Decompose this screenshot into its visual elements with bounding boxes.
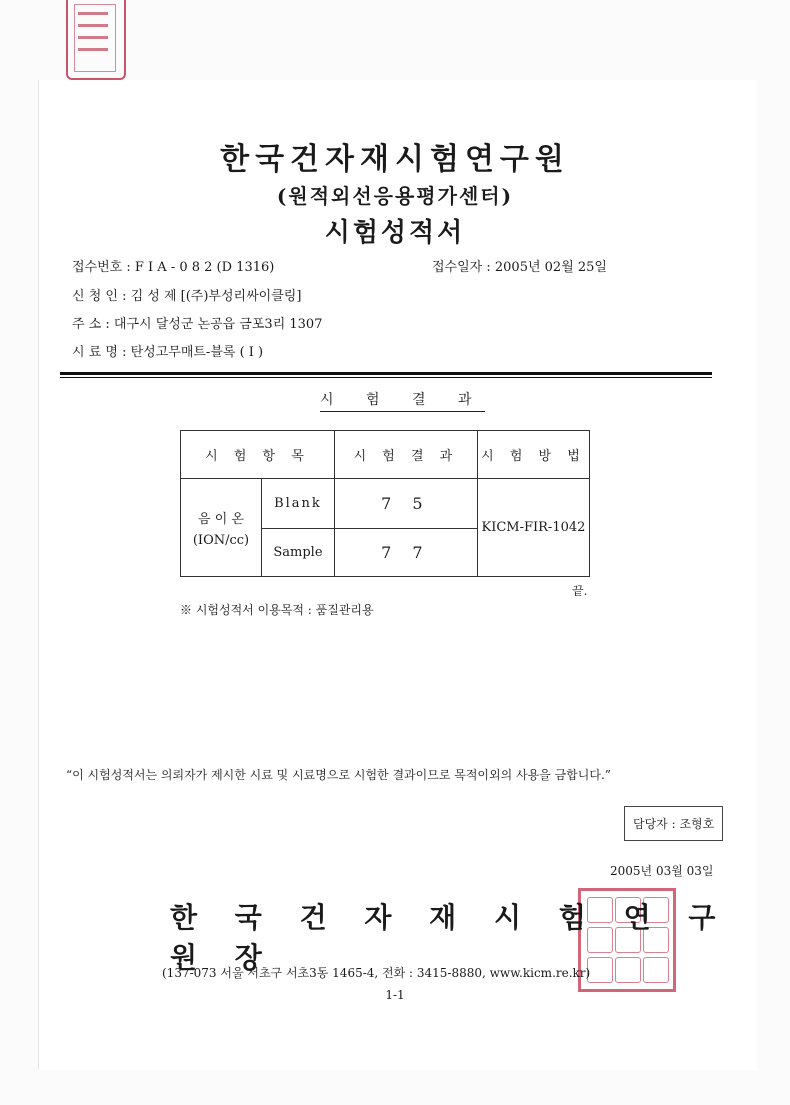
method-cell: KICM-FIR-1042 [477,479,589,577]
document-title: 시험성적서 [324,218,466,248]
value-sample: 7 7 [334,529,477,577]
institute-name: 한국건자재시험연구원 [220,142,570,177]
results-table [180,430,590,577]
person-in-charge: 담당자 : 조형호 [624,806,723,841]
sub-item-sample: Sample [262,529,335,577]
sub-item-blank: Blank [262,479,335,529]
usage-purpose: ※ 시험성적서 이용목적 : 품질관리용 [180,603,374,617]
sample-name: 시 료 명 : 탄성고무매트-블록 ( I ) [72,345,264,360]
item-label: 음 이 온 [198,511,244,527]
header-method: 시 험 방 법 [477,431,589,479]
center-name: (원적외선응용평가센터) [276,184,514,208]
footer-address: (137-073 서울 서초구 서초3동 1465-4, 전화 : 3415-8880, www.kicm.re.kr) [162,966,591,980]
results-section-title: 시 험 결 과 [320,389,485,412]
value-blank: 7 5 [334,479,477,529]
disclaimer: “이 시험성적서는 의뢰자가 제시한 시료 및 시료명으로 시험한 결과이므로 목적이외의 사용을 금합니다.” [66,768,611,782]
issue-date: 2005년 03월 03일 [610,864,714,878]
end-mark: 끝. [572,584,588,598]
top-seal-stamp [66,0,126,80]
table-header-row [181,431,590,479]
page-number: 1-1 [385,988,405,1002]
header-result: 시 험 결 과 [334,431,477,479]
applicant: 신 청 인 : 김 성 제 [(주)부성리싸이클링] [72,289,302,304]
director-signature: 한 국 건 자 재 시 험 연 구 원 장 [170,901,730,974]
item-cell [181,479,262,577]
applicant-address: 주 소 : 대구시 달성군 논공읍 금포3리 1307 [72,317,323,332]
table-row [181,479,590,529]
divider-thin [60,377,712,378]
divider-thick [60,372,712,375]
receipt-date: 접수일자 : 2005년 02월 25일 [432,260,607,275]
header-item: 시 험 항 목 [181,431,335,479]
receipt-number: 접수번호 : F I A - 0 8 2 (D 1316) [72,260,275,275]
item-unit: (ION/cc) [192,532,250,548]
